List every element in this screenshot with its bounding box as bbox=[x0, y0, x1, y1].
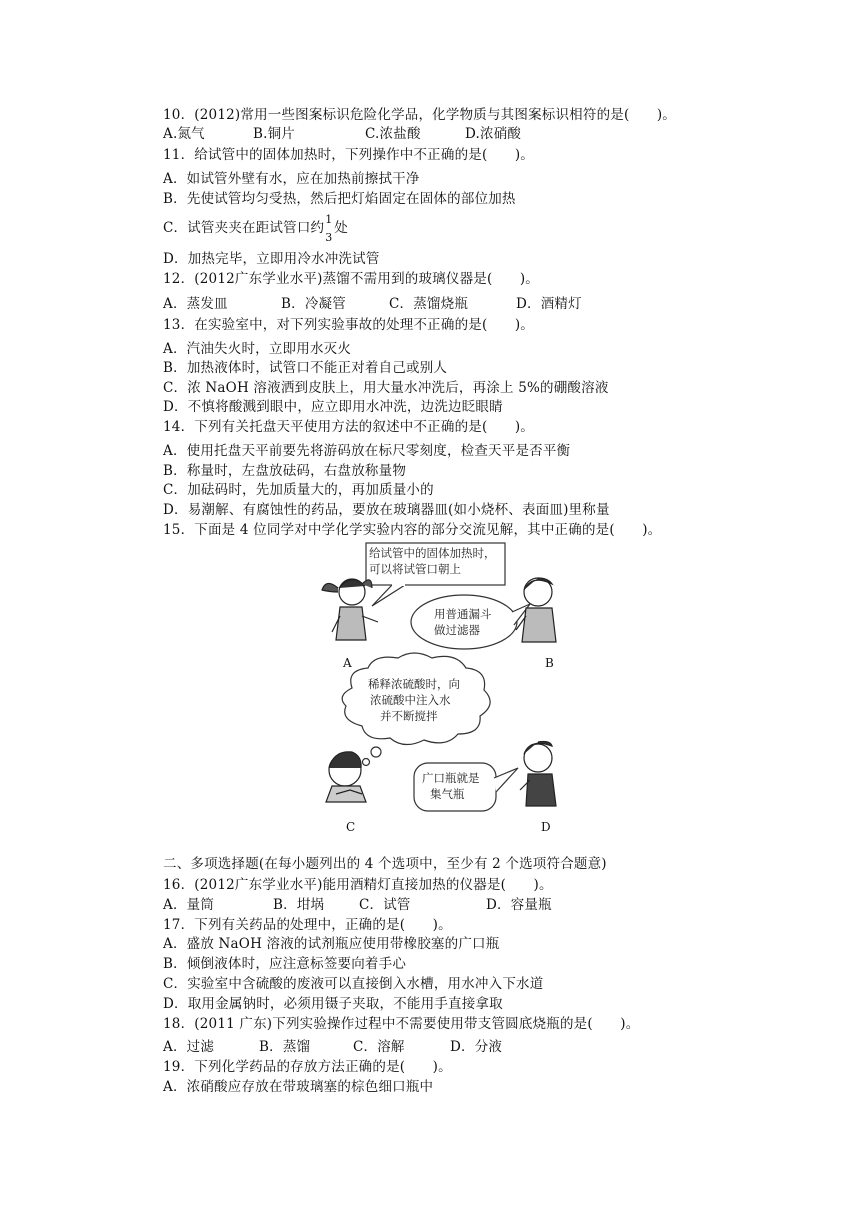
q16-option-c: C．试管 bbox=[359, 897, 411, 913]
q12-option-c: C．蒸馏烧瓶 bbox=[389, 296, 469, 312]
q17-option-c: C．实验室中含硫酸的废液可以直接倒入水槽，用水冲入下水道 bbox=[163, 976, 544, 992]
q15-stem: 15．下面是 4 位同学对中学化学实验内容的部分交流见解，其中正确的是( )。 bbox=[163, 522, 662, 538]
q17-option-d: D．取用金属钠时，必须用镊子夹取，不能用手直接拿取 bbox=[163, 996, 503, 1012]
q18-option-d: D．分液 bbox=[450, 1039, 503, 1055]
q13-option-b: B．加热液体时，试管口不能正对着自己或别人 bbox=[163, 360, 448, 376]
figure-label-d: D bbox=[541, 820, 551, 834]
bubble-c-line-3: 并不断搅拌 bbox=[380, 709, 438, 723]
q17-option-a: A．盛放 NaOH 溶液的试剂瓶应使用带橡胶塞的广口瓶 bbox=[163, 936, 500, 952]
q16-stem: 16．(2012广东学业水平)能用酒精灯直接加热的仪器是( )。 bbox=[163, 877, 553, 893]
fraction-numerator: 1 bbox=[325, 212, 333, 226]
q14-option-b: B．称量时，左盘放砝码，右盘放称量物 bbox=[163, 463, 407, 479]
q13-option-c: C．浓 NaOH 溶液洒到皮肤上，用大量水冲洗后，再涂上 5%的硼酸溶液 bbox=[163, 380, 609, 396]
q19-stem: 19．下列化学药品的存放方法正确的是( )。 bbox=[163, 1059, 452, 1075]
q11-option-a: A．如试管外壁有水，应在加热前擦拭干净 bbox=[163, 171, 420, 187]
q13-option-a: A．汽油失火时，立即用水灭火 bbox=[163, 341, 352, 357]
q18-option-c: C．溶解 bbox=[353, 1039, 405, 1055]
bubble-c-text bbox=[368, 676, 460, 724]
bubble-b-text bbox=[434, 606, 492, 638]
q16-option-d: D．容量瓶 bbox=[486, 897, 552, 913]
q17-stem: 17．下列有关药品的处理中，正确的是( )。 bbox=[163, 917, 452, 933]
q17-option-b: B．倾倒液体时，应注意标签要向着手心 bbox=[163, 956, 407, 972]
q11-stem: 11．给试管中的固体加热时，下列操作中不正确的是( )。 bbox=[163, 147, 535, 163]
q14-option-a: A．使用托盘天平前要先将游码放在标尺零刻度，检查天平是否平衡 bbox=[163, 443, 571, 459]
figure-label-c: C bbox=[346, 820, 356, 834]
q18-option-b: B．蒸馏 bbox=[259, 1039, 311, 1055]
q14-option-d: D．易潮解、有腐蚀性的药品，要放在玻璃器皿(如小烧杯、表面皿)里称量 bbox=[163, 502, 610, 518]
figure-label-b: B bbox=[545, 656, 554, 670]
q19-option-a: A．浓硝酸应存放在带玻璃塞的棕色细口瓶中 bbox=[163, 1079, 434, 1095]
person-a-figure bbox=[322, 579, 378, 640]
bubble-c-line-1: 稀释浓硫酸时，向 bbox=[368, 677, 460, 691]
q12-stem: 12．(2012广东学业水平)蒸馏不需用到的玻璃仪器是( )。 bbox=[163, 271, 540, 287]
q11-option-c-suffix: 处 bbox=[334, 220, 348, 236]
q10-stem: 10．(2012)常用一些图案标识危险化学品，化学物质与其图案标识相符的是( )。 bbox=[163, 107, 677, 123]
q14-stem: 14．下列有关托盘天平使用方法的叙述中不正确的是( )。 bbox=[163, 419, 535, 435]
q12-option-d: D．酒精灯 bbox=[516, 296, 582, 312]
bubble-a-text bbox=[369, 545, 496, 577]
figure-label-a: A bbox=[343, 656, 352, 670]
bubble-d-line-2: 集气瓶 bbox=[430, 787, 465, 801]
q12-option-a: A．蒸发皿 bbox=[163, 296, 228, 312]
bubble-d-line-1: 广口瓶就是 bbox=[422, 771, 480, 785]
q18-stem: 18．(2011 广东)下列实验操作过程中不需要使用带支管圆底烧瓶的是( )。 bbox=[163, 1016, 640, 1032]
bubble-c-line-2: 浓硫酸中注入水 bbox=[370, 693, 451, 707]
q10-option-b: B.铜片 bbox=[253, 126, 296, 142]
q18-option-a: A．过滤 bbox=[163, 1039, 215, 1055]
q13-option-d: D．不慎将酸溅到眼中，应立即用水冲洗，边洗边眨眼睛 bbox=[163, 399, 503, 415]
bubble-a-line-2: 可以将试管口朝上 bbox=[369, 562, 461, 576]
q13-stem: 13．在实验室中，对下列实验事故的处理不正确的是( )。 bbox=[163, 317, 535, 333]
person-d-figure bbox=[520, 742, 556, 807]
q11-option-b: B．先使试管均匀受热，然后把灯焰固定在固体的部位加热 bbox=[163, 191, 516, 207]
q11-option-d: D．加热完毕，立即用冷水冲洗试管 bbox=[163, 251, 380, 267]
bubble-b-line-1: 用普通漏斗 bbox=[434, 607, 492, 621]
q11-option-c-text: C．试管夹夹在距试管口约 bbox=[163, 220, 325, 236]
q16-option-a: A．量筒 bbox=[163, 897, 215, 913]
q16-option-b: B．坩埚 bbox=[273, 897, 325, 913]
q14-option-c: C．加砝码时，先加质量大的，再加质量小的 bbox=[163, 482, 434, 498]
bubble-d-text bbox=[422, 770, 480, 802]
q10-option-c: C.浓盐酸 bbox=[365, 126, 421, 142]
bubble-b-line-2: 做过滤器 bbox=[434, 623, 480, 637]
q12-option-b: B．冷凝管 bbox=[281, 296, 346, 312]
person-c-figure bbox=[326, 752, 366, 802]
q10-option-a: A.氮气 bbox=[163, 126, 205, 142]
q10-option-d: D.浓硝酸 bbox=[465, 126, 522, 142]
bubble-a-line-1: 给试管中的固体加热时， bbox=[369, 546, 496, 560]
fraction-denominator: 3 bbox=[325, 230, 333, 244]
section-2-heading: 二、多项选择题(在每小题列出的 4 个选项中，至少有 2 个选项符合题意) bbox=[163, 856, 607, 872]
